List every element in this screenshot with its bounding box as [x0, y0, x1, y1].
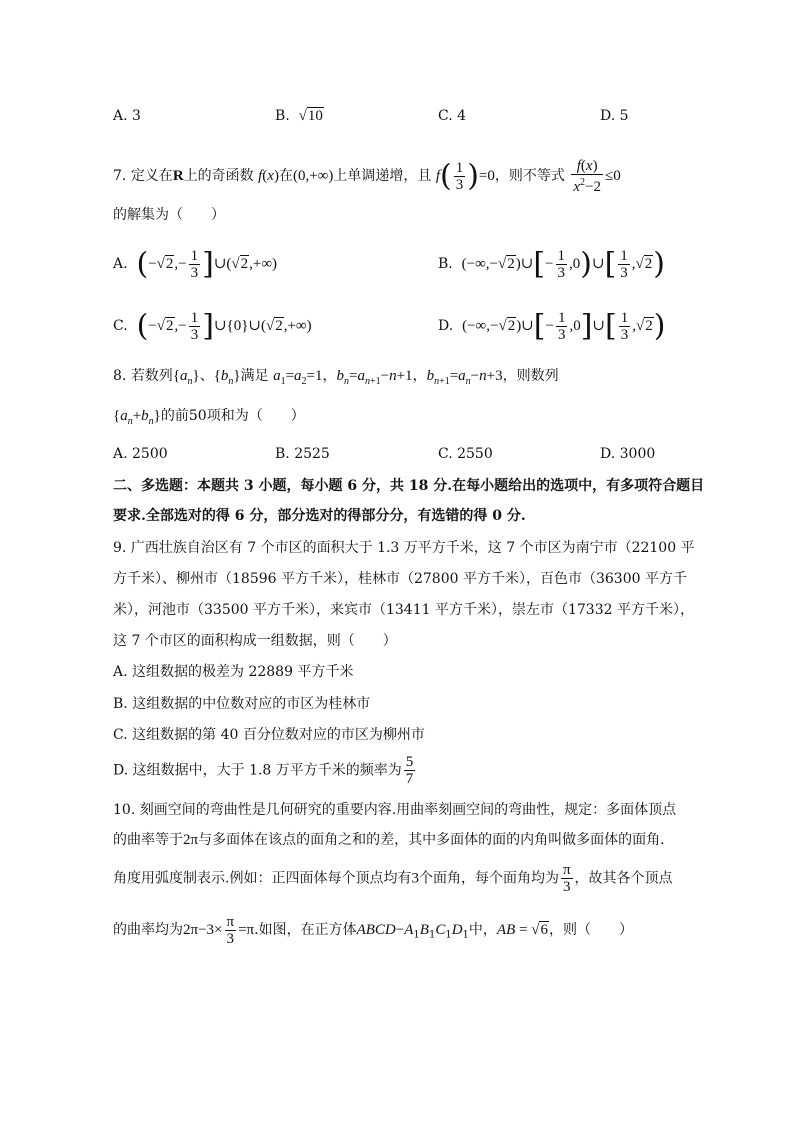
q7-option-c[interactable]: C. (−√2,− $\frac{1}{3}$ ]∪{0}∪(√2,+∞) — [113, 308, 312, 344]
q9-stem-line2: 方千米）、柳州市（18596 平方千米），桂林市（27800 平方千米），百色市（36300 平方千 — [113, 571, 687, 587]
q8-option-b[interactable]: B. 2525 — [275, 446, 330, 462]
q8-stem: 8. 若数列$\{a_n\}$、$\{b_n\}$满足 $a_1=a_2=1$，$b_n=a_{n+1}-n+1$，$b_{n+1}=a_n-n+3$，则数列 — [113, 368, 559, 387]
section-heading-line1: 二、多选题：本题共 3 小题，每小题 6 分，共 18 分.在每小题给出的选项中，有多项符合题目 — [113, 478, 705, 494]
q7-stem-cont: 的解集为（ ） — [113, 207, 225, 223]
q9-option-d[interactable]: D. 这组数据中，大于 1.8 万平方千米的频率为 $\frac{5}{7}$ — [113, 754, 414, 787]
q6-option-d[interactable]: D. 5 — [600, 108, 629, 124]
q8-option-d[interactable]: D. 3000 — [600, 446, 656, 462]
q10-stem-line3: 角度用弧度制表示.例如：正四面体每个顶点均有3个面角，每个面角均为 $\frac{\pi}{3}$ ，故其各个顶点 — [113, 862, 673, 895]
q9-stem-line4: 这 7 个市区的面积构成一组数据，则（ ） — [113, 633, 397, 649]
q6-option-b[interactable]: B. √10 — [275, 108, 323, 124]
q10-stem-line4: 的曲率均为2π−3× $\frac{\pi}{3}$ =π.如图，在正方体$ABCD-A_1B_1C_1D_1$中，AB = √6，则（ ） — [113, 914, 633, 947]
sqrt-value: 10 — [307, 108, 323, 124]
q10-stem-line1: 10. 刻画空间的弯曲性是几何研究的重要内容.用曲率刻画空间的弯曲性，规定：多面体顶点 — [113, 802, 677, 818]
q7-option-d[interactable]: D. (−∞,−√2)∪[− $\frac{1}{3}$ ,0]∪[ $\frac{1}{3}$ ,√2) — [438, 308, 666, 344]
q6-option-c[interactable]: C. 4 — [438, 108, 467, 124]
q7-option-a[interactable]: A. (−√2,− $\frac{1}{3}$ ]∪(√2,+∞) — [113, 246, 278, 282]
q7-stem: 7. 定义在R上的奇函数 f(x)在(0,+∞)上单调递增，且 f( $\frac{1}{3}$ )=0，则不等式 $\frac{f(x)}{x^2-2}$ ≤0 — [113, 158, 621, 195]
q9-option-a[interactable]: A. 这组数据的极差为 22889 平方千米 — [113, 664, 354, 680]
q9-option-c[interactable]: C. 这组数据的第 40 百分位数对应的市区为柳州市 — [113, 727, 425, 743]
q9-option-b[interactable]: B. 这组数据的中位数对应的市区为桂林市 — [113, 696, 371, 712]
q6-option-a[interactable]: A. 3 — [113, 108, 141, 124]
q8-option-c[interactable]: C. 2550 — [438, 446, 493, 462]
q8-stem-cont: $\{a_n+b_n\}$的前50项和为（ ） — [113, 408, 305, 427]
section-heading-line2: 要求.全部选对的得 6 分，部分选对的得部分分，有选错的得 0 分. — [113, 508, 526, 524]
q10-stem-line2: 的曲率等于2π与多面体在该点的面角之和的差，其中多面体的面的内角叫做多面体的面角. — [113, 832, 665, 848]
q7-option-b[interactable]: B. (−∞,−√2)∪[− $\frac{1}{3}$ ,0)∪[ $\frac{1}{3}$ ,√2) — [438, 246, 665, 282]
q9-stem-line1: 9. 广西壮族自治区有 7 个市区的面积大于 1.3 万平方千米，这 7 个市区为南宁市（22100 平 — [113, 540, 695, 556]
q8-option-a[interactable]: A. 2500 — [113, 446, 168, 462]
q9-stem-line3: 米），河池市（33500 平方千米），来宾市（13411 平方千米），崇左市（17332 平方千米）， — [113, 602, 694, 618]
